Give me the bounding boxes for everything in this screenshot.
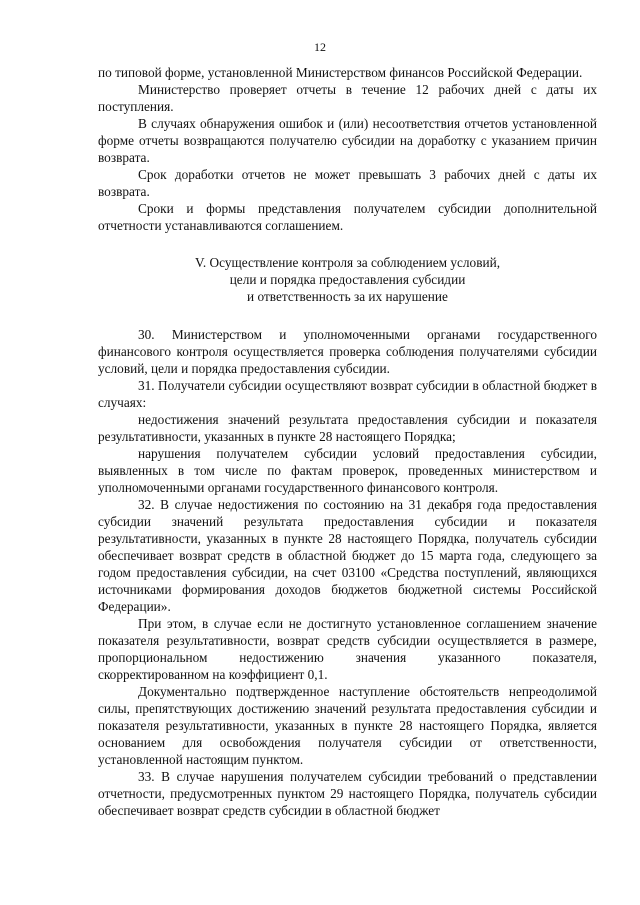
page-number: 12 bbox=[314, 40, 326, 54]
paragraph-item-30: 30. Министерством и уполномоченными органами государственного финансового контроля осуществляется проверка соблюдения получателями субсидии условий, цели и порядка предоставления субсидии. bbox=[98, 327, 597, 376]
paragraph: Сроки и формы представления получателем субсидии дополнительной отчетности устанавливаются соглашением. bbox=[98, 201, 597, 233]
paragraph: Министерство проверяет отчеты в течение 12 рабочих дней с даты их поступления. bbox=[98, 82, 597, 114]
section-title bbox=[98, 254, 597, 305]
paragraph-subitem: нарушения получателем субсидии условий предоставления субсидии, выявленных в том числе по фактам проверок, проведенных министерством и уполномоченными органами государственного финансового контроля. bbox=[98, 446, 597, 495]
paragraph-item-33: 33. В случае нарушения получателем субсидии требований о представлении отчетности, предусмотренных пунктом 29 настоящего Порядка, получатель субсидии обеспечивает возврат средств субсидии в областной бюджет bbox=[98, 769, 597, 818]
section-title-line: и ответственность за их нарушение bbox=[247, 289, 448, 304]
paragraph-item-31: 31. Получатели субсидии осуществляют возврат субсидии в областной бюджет в случаях: bbox=[98, 378, 597, 410]
paragraph: В случаях обнаружения ошибок и (или) несоответствия отчетов установленной форме отчеты возвращаются получателю субсидии на доработку с указанием причин возврата. bbox=[98, 116, 597, 165]
section-title-line: V. Осуществление контроля за соблюдением условий, bbox=[194, 255, 501, 270]
paragraph-subitem: недостижения значений результата предоставления субсидии и показателя результативности, указанных в пункте 28 настоящего Порядка; bbox=[98, 412, 597, 444]
paragraph-item-32: 32. В случае недостижения по состоянию на 31 декабря года предоставления субсидии значений результата предоставления субсидии и показателя результативности, указанных в пункте 28 настоящего Порядка, получатель субсидии обеспечивает возврат средств в областной бюджет до 15 марта года, следующего за годом предоставления субсидии, на счет 03100 «Средства поступлений, являющихся источниками формирования доходов бюджетов бюджетной системы Российской Федерации». bbox=[98, 497, 597, 614]
document-body bbox=[98, 64, 597, 819]
paragraph: При этом, в случае если не достигнуто установленное соглашением значение показателя результативности, возврат средств субсидии осуществляется в размере, пропорциональном недостижению значения указанного показателя, скорректированном на коэффициент 0,1. bbox=[98, 616, 597, 682]
paragraph-continuation: по типовой форме, установленной Министерством финансов Российской Федерации. bbox=[98, 65, 583, 80]
section-title-line: цели и порядка предоставления субсидии bbox=[229, 272, 466, 287]
paragraph: Документально подтвержденное наступление обстоятельств непреодолимой силы, препятствующих достижению значений результата предоставления субсидии и показателя результативности, указанных в пункте 28 настоящего Порядка, является основанием для освобождения получателя субсидии от ответственности, установленной настоящим пунктом. bbox=[98, 684, 597, 767]
paragraph: Срок доработки отчетов не может превышать 3 рабочих дней с даты их возврата. bbox=[98, 167, 597, 199]
